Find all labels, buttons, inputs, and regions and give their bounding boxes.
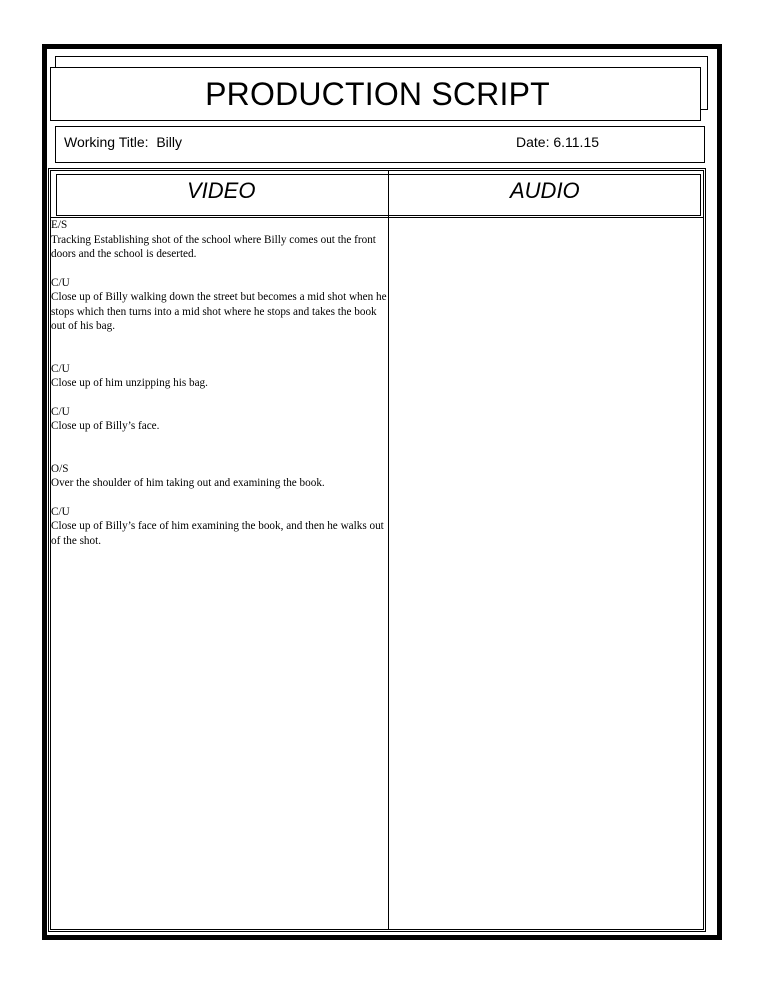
script-date: Date: 6.11.15 xyxy=(516,134,600,150)
shot-type: C/U xyxy=(51,405,70,418)
shot-description: Close up of Billy’s face of him examining the book, and then he walks out of the shot. xyxy=(51,520,384,547)
shot-type: O/S xyxy=(51,462,69,475)
shot-entry xyxy=(51,276,387,334)
shot-description: Tracking Establishing shot of the school where Billy comes out the front doors and the school is deserted. xyxy=(51,233,376,260)
table-header xyxy=(51,171,703,218)
script-table xyxy=(50,170,704,930)
shot-entry xyxy=(51,505,387,549)
shot-entry xyxy=(51,218,387,262)
title-box xyxy=(50,67,701,121)
shot-type: C/U xyxy=(51,362,70,375)
shot-entry xyxy=(51,405,387,434)
shot-entry xyxy=(51,462,387,491)
audio-column-header: AUDIO xyxy=(510,178,580,203)
shot-description: Close up of Billy’s face. xyxy=(51,420,160,432)
shot-type: C/U xyxy=(51,505,70,518)
shot-type: E/S xyxy=(51,219,68,231)
video-column xyxy=(51,218,387,548)
table-header-frame xyxy=(56,174,701,216)
shot-description: Close up of Billy walking down the street but becomes a mid shot when he stops which then turns into a mid shot where he stops and takes the book out of his bag. xyxy=(51,291,387,332)
info-bar xyxy=(55,126,705,163)
shot-description: Close up of him unzipping his bag. xyxy=(51,377,208,389)
video-column-header: VIDEO xyxy=(187,178,256,203)
column-divider xyxy=(388,171,389,929)
shot-entry xyxy=(51,362,387,391)
shot-description: Over the shoulder of him taking out and examining the book. xyxy=(51,477,325,489)
page-title: PRODUCTION SCRIPT xyxy=(205,75,550,112)
shot-type: C/U xyxy=(51,276,70,289)
working-title: Working Title: Billy xyxy=(64,134,182,150)
